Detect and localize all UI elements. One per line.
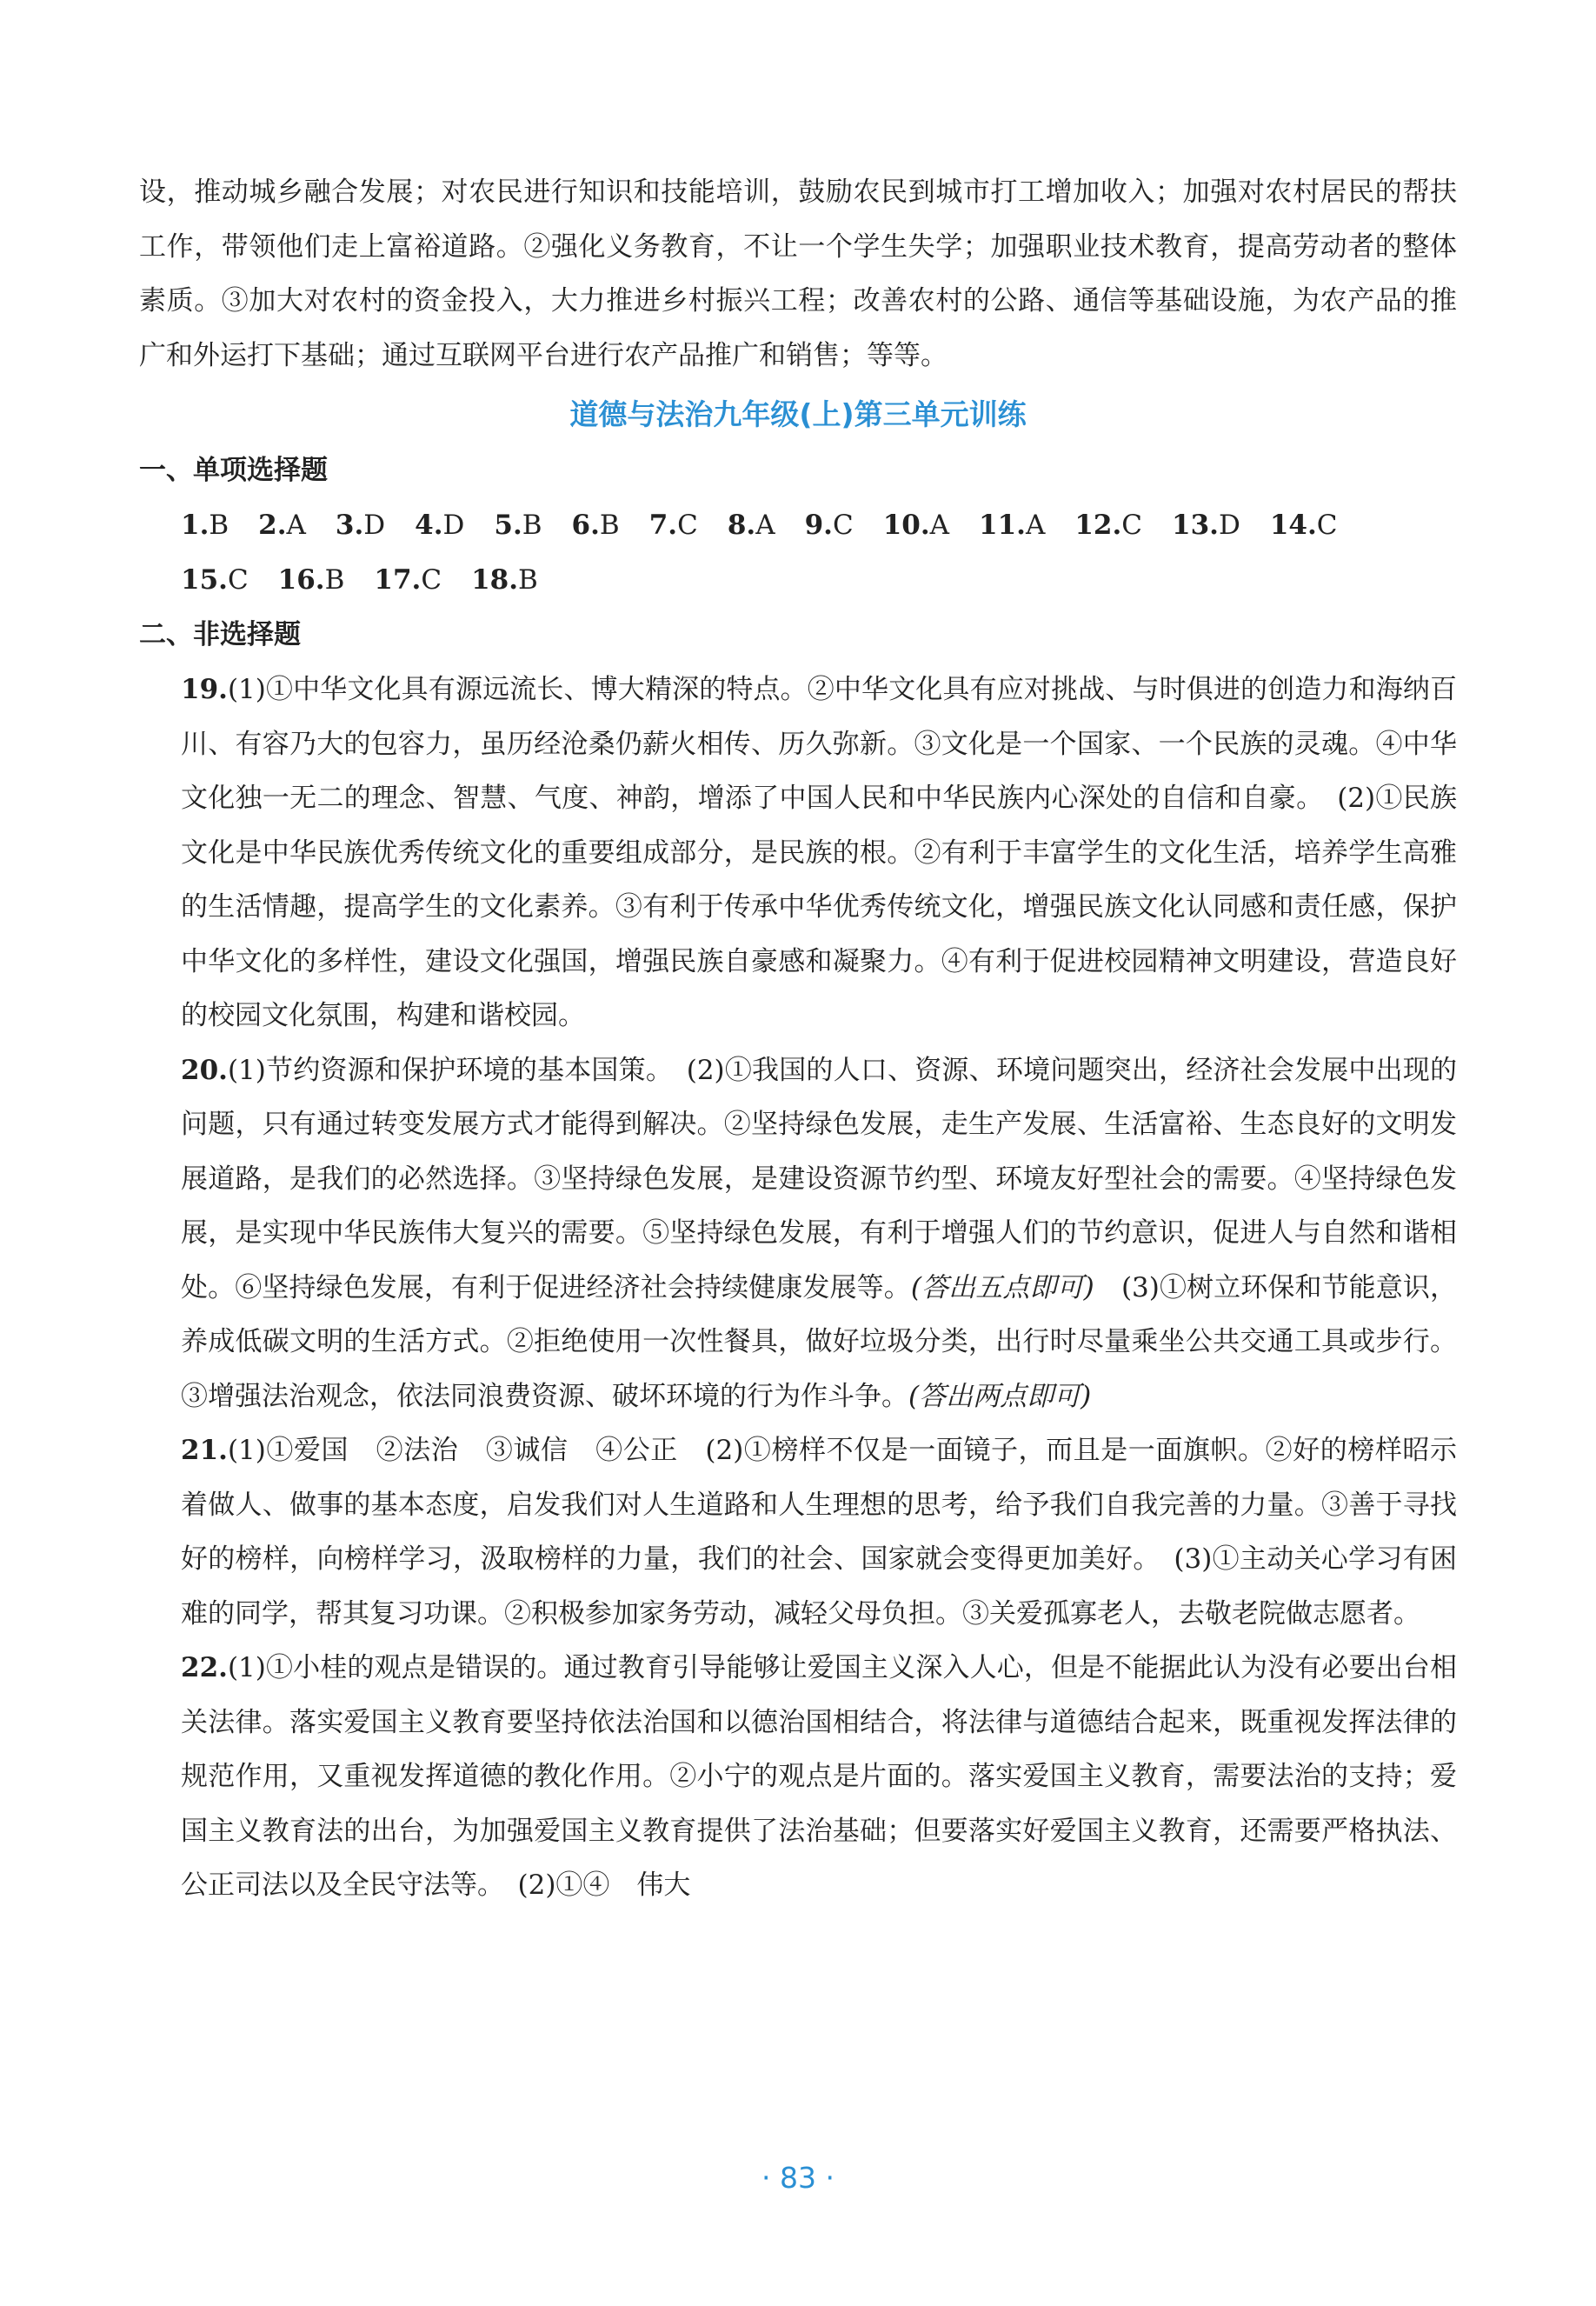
part1-heading: 一、单项选择题 (139, 455, 328, 486)
question-text: (1)①中华文化具有源远流长、博大精深的特点。②中华文化具有应对挑战、与时俱进的创造力和海纳百川、有容乃大的包容力，虽历经沧桑仍薪火相传、历久弥新。③文化是一个国家、一个民族的灵魂。④中华文化独一无二的理念、智慧、气度、神韵，增添了中国人民和中华民族内心深处的自信和自豪。 (2)①民族文化是中华民族优秀传统文化的重要组成部分，是民族的根。②有利于丰富学生的文化生活，培养学生高雅的生活情趣，提高学生的文化素养。③有利于传承中华优秀传统文化，增强民族文化认同感和责任感，保护中华文化的多样性，建设文化强国，增强民族自豪感和凝聚力。④有利于促进校园精神文明建设，营造良好的校园文化氛围，构建和谐校园。 (181, 674, 1457, 1031)
question-20-answer (139, 1043, 1457, 1424)
question-text: (1)节约资源和保护环境的基本国策。 (2)①我国的人口、资源、环境问题突出，经济社会发展中出现的问题，只有通过转变发展方式才能得到解决。②坚持绿色发展，走生产发展、生活富裕、生态良好的文明发展道路，是我们的必然选择。③坚持绿色发展，是建设资源节约型、环境友好型社会的需要。④坚持绿色发展，是实现中华民族伟大复兴的需要。⑤坚持绿色发展，有利于增强人们的节约意识，促进人与自然和谐相处。⑥坚持绿色发展，有利于促进经济社会持续健康发展等。 (181, 1054, 1457, 1303)
question-22-answer (139, 1641, 1457, 1913)
question-21-answer (139, 1423, 1457, 1641)
answer-item: 13.D (1172, 510, 1240, 541)
answer-item: 12.C (1074, 510, 1143, 541)
question-text: (1)①小桂的观点是错误的。通过教育引导能够让爱国主义深入人心，但是不能据此认为没有必要出台相关法律。落实爱国主义教育要坚持依法治国和以德治国相结合，将法律与道德结合起来，既重视发挥法律的规范作用，又重视发挥道德的教化作用。②小宁的观点是片面的。落实爱国主义教育，需要法治的支持；爱国主义教育法的出台，为加强爱国主义教育提供了法治基础；但要落实好爱国主义教育，还需要严格执法、公正司法以及全民守法等。 (2)①④ 伟大 (181, 1652, 1457, 1901)
answer-item: 15.C (181, 564, 249, 596)
section-title: 道德与法治九年级(上)第三单元训练 (569, 397, 1027, 431)
answer-item: 1.B (181, 510, 229, 541)
continuation-paragraph: 设，推动城乡融合发展；对农民进行知识和技能培训，鼓励农民到城市打工增加收入；加强对农村居民的帮扶工作，带领他们走上富裕道路。②强化义务教育，不让一个学生失学；加强职业技术教育，提高劳动者的整体素质。③加大对农村的资金投入，大力推进乡村振兴工程；改善农村的公路、通信等基础设施，为农产品的推广和外运打下基础；通过互联网平台进行农产品推广和销售；等等。 (139, 177, 1457, 371)
answer-line-2 (181, 553, 1457, 608)
part2-heading: 二、非选择题 (139, 619, 301, 650)
answer-item: 7.C (648, 510, 698, 541)
question-number: 20. (181, 1054, 228, 1086)
answer-item: 18.B (471, 564, 538, 596)
answer-item: 14.C (1269, 510, 1338, 541)
answer-line-1 (181, 498, 1457, 553)
answer-item: 10.A (882, 510, 950, 541)
answer-item: 8.A (727, 510, 775, 541)
answer-item: 9.C (804, 510, 854, 541)
answer-note: (答出两点即可) (908, 1380, 1092, 1412)
answer-item: 4.D (415, 510, 465, 541)
answer-item: 6.B (571, 510, 620, 541)
choice-answers (139, 498, 1457, 608)
answer-item: 17.C (374, 564, 442, 596)
question-19-answer (139, 663, 1457, 1043)
question-text: (1)①爱国 ②法治 ③诚信 ④公正 (2)①榜样不仅是一面镜子，而且是一面旗帜。②好的榜样昭示着做人、做事的基本态度，启发我们对人生道路和人生理想的思考，给予我们自我完善的力量。③善于寻找好的榜样，向榜样学习，汲取榜样的力量，我们的社会、国家就会变得更加美好。 (3)①主动关心学习有困难的同学，帮其复习功课。②积极参加家务劳动，减轻父母负担。③关爱孤寡老人，去敬老院做志愿者。 (181, 1435, 1457, 1630)
answer-item: 5.B (494, 510, 542, 541)
answer-item: 2.A (258, 510, 306, 541)
question-number: 19. (181, 674, 228, 705)
answer-item: 11.A (979, 510, 1046, 541)
answer-item: 16.B (277, 564, 345, 596)
question-number: 21. (181, 1435, 228, 1466)
page-number: · 83 · (761, 2161, 835, 2195)
question-text: (3)①树立环保和节能意识，养成低碳文明的生活方式。②拒绝使用一次性餐具，做好垃圾分类，出行时尽量乘坐公共交通工具或步行。③增强法治观念，依法同浪费资源、破坏环境的行为作斗争。 (181, 1271, 1457, 1412)
question-number: 22. (181, 1652, 228, 1683)
answer-item: 3.D (335, 510, 386, 541)
answer-note: (答出五点即可) (910, 1271, 1094, 1303)
